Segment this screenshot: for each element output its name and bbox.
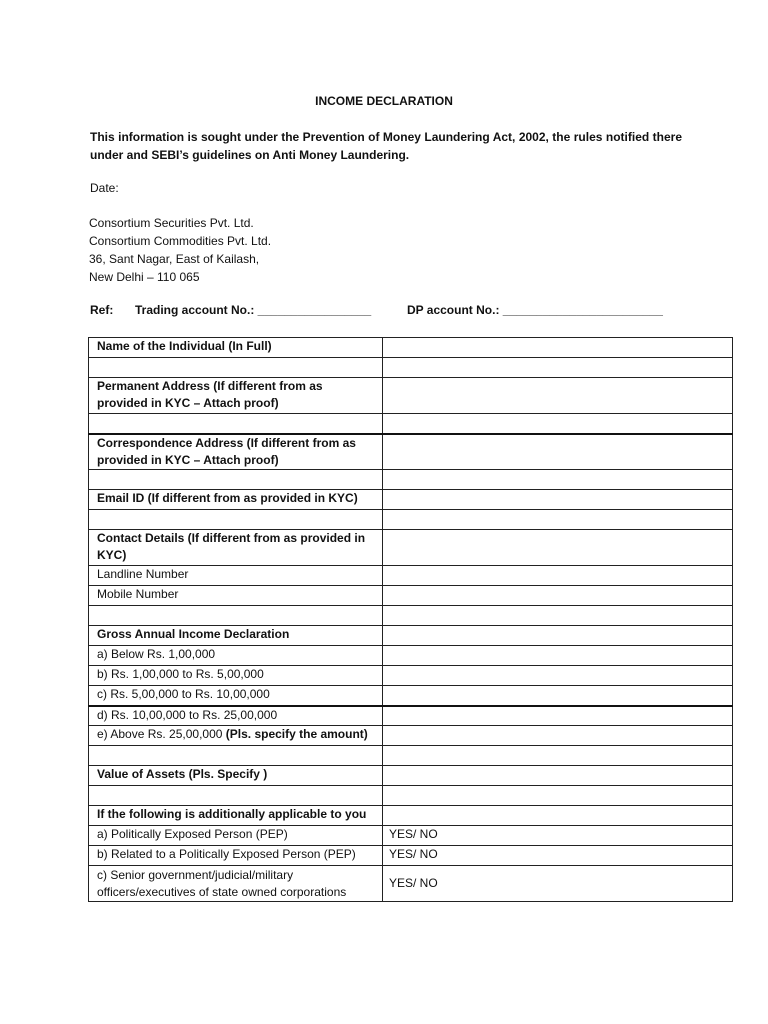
field-label-text: c) Rs. 5,00,000 to Rs. 10,00,000 <box>97 687 270 701</box>
declaration-table <box>88 337 733 902</box>
field-label <box>89 846 383 866</box>
table-row <box>89 490 733 510</box>
field-label <box>89 490 383 510</box>
table-row <box>89 766 733 786</box>
reference-line <box>90 301 663 319</box>
field-label <box>89 786 383 806</box>
field-value[interactable] <box>383 766 733 786</box>
field-label <box>89 470 383 490</box>
field-label-text: c) Senior government/judicial/military officers/executives of state owned corporations <box>97 867 347 899</box>
field-label <box>89 766 383 786</box>
field-label-note: (Pls. specify the amount) <box>225 727 368 741</box>
field-label <box>89 626 383 646</box>
field-label <box>89 686 383 706</box>
field-label <box>89 510 383 530</box>
field-label <box>89 706 383 726</box>
field-label-text: Gross Annual Income Declaration <box>97 627 290 641</box>
table-row <box>89 358 733 378</box>
field-value[interactable]: YES/ NO <box>383 866 733 902</box>
field-label <box>89 586 383 606</box>
field-value[interactable] <box>383 706 733 726</box>
field-label-text: a) Below Rs. 1,00,000 <box>97 647 216 661</box>
field-label-text: b) Rs. 1,00,000 to Rs. 5,00,000 <box>97 667 264 681</box>
table-row <box>89 566 733 586</box>
table-row <box>89 338 733 358</box>
field-label <box>89 530 383 566</box>
intro-paragraph: This information is sought under the Prevention of Money Laundering Act, 2002, the rules notified there under and SEBI’s guidelines on Anti Money Laundering. <box>90 130 682 162</box>
field-value[interactable] <box>383 338 733 358</box>
table-row <box>89 686 733 706</box>
field-label <box>89 806 383 826</box>
table-row <box>89 510 733 530</box>
address-line: Consortium Securities Pvt. Ltd. <box>89 216 254 230</box>
field-value[interactable] <box>383 806 733 826</box>
field-label-text: Correspondence Address (If different from as provided in KYC – Attach proof) <box>97 435 356 467</box>
field-label-text: Value of Assets (Pls. Specify ) <box>97 767 268 781</box>
field-value[interactable] <box>383 414 733 434</box>
field-value[interactable] <box>383 646 733 666</box>
field-label <box>89 866 383 902</box>
field-label <box>89 646 383 666</box>
table-row <box>89 666 733 686</box>
table-row <box>89 626 733 646</box>
field-value[interactable]: YES/ NO <box>383 826 733 846</box>
field-value[interactable] <box>383 586 733 606</box>
field-value[interactable] <box>383 566 733 586</box>
table-row <box>89 706 733 726</box>
field-value[interactable] <box>383 490 733 510</box>
table-row <box>89 470 733 490</box>
table-row <box>89 378 733 414</box>
field-value[interactable] <box>383 530 733 566</box>
table-row <box>89 434 733 470</box>
field-label <box>89 746 383 766</box>
ref-label: Ref: <box>90 303 114 317</box>
table-row <box>89 646 733 666</box>
table-row <box>89 846 733 866</box>
field-label-text: If the following is additionally applicable to you <box>97 807 367 821</box>
table-row <box>89 414 733 434</box>
field-label <box>89 566 383 586</box>
table-row <box>89 586 733 606</box>
field-value[interactable] <box>383 606 733 626</box>
field-value[interactable] <box>383 470 733 490</box>
field-label <box>89 414 383 434</box>
field-label-text: a) Politically Exposed Person (PEP) <box>97 827 288 841</box>
table-row <box>89 606 733 626</box>
page-title: INCOME DECLARATION <box>315 94 453 108</box>
company-address <box>89 214 271 286</box>
field-label <box>89 434 383 470</box>
field-value[interactable] <box>383 378 733 414</box>
field-label-text: b) Related to a Politically Exposed Person (PEP) <box>97 847 356 861</box>
field-value[interactable] <box>383 358 733 378</box>
table-row <box>89 826 733 846</box>
field-value[interactable] <box>383 746 733 766</box>
trading-account-field[interactable]: Trading account No.: _________________ <box>135 303 372 317</box>
field-label-text: Contact Details (If different from as provided in KYC) <box>97 531 366 562</box>
field-value[interactable] <box>383 510 733 530</box>
address-line: 36, Sant Nagar, East of Kailash, <box>89 252 260 266</box>
field-value[interactable]: YES/ NO <box>383 846 733 866</box>
field-label <box>89 338 383 358</box>
dp-account-field[interactable]: DP account No.: ________________________ <box>407 303 663 317</box>
address-line: Consortium Commodities Pvt. Ltd. <box>89 234 272 248</box>
table-row <box>89 746 733 766</box>
field-label <box>89 378 383 414</box>
field-label-text: Email ID (If different from as provided in KYC) <box>97 491 358 505</box>
field-value[interactable] <box>383 726 733 746</box>
field-label <box>89 666 383 686</box>
field-label-text: d) Rs. 10,00,000 to Rs. 25,00,000 <box>97 707 278 722</box>
field-value[interactable] <box>383 786 733 806</box>
field-label-text: Landline Number <box>97 567 189 581</box>
field-value[interactable] <box>383 434 733 470</box>
field-label <box>89 358 383 378</box>
field-value[interactable] <box>383 686 733 706</box>
field-label <box>89 606 383 626</box>
table-row <box>89 530 733 566</box>
field-label-text: Name of the Individual (In Full) <box>97 339 272 353</box>
table-row <box>89 726 733 746</box>
table-row <box>89 866 733 902</box>
table-row <box>89 786 733 806</box>
field-value[interactable] <box>383 666 733 686</box>
date-label: Date: <box>90 181 119 195</box>
field-label <box>89 826 383 846</box>
field-label <box>89 726 383 746</box>
field-label-text: Mobile Number <box>97 587 179 601</box>
table-row <box>89 806 733 826</box>
field-label-text: Permanent Address (If different from as provided in KYC – Attach proof) <box>97 379 323 410</box>
address-line: New Delhi – 110 065 <box>89 270 200 284</box>
field-value[interactable] <box>383 626 733 646</box>
field-label-text: e) Above Rs. 25,00,000 <box>97 727 223 741</box>
